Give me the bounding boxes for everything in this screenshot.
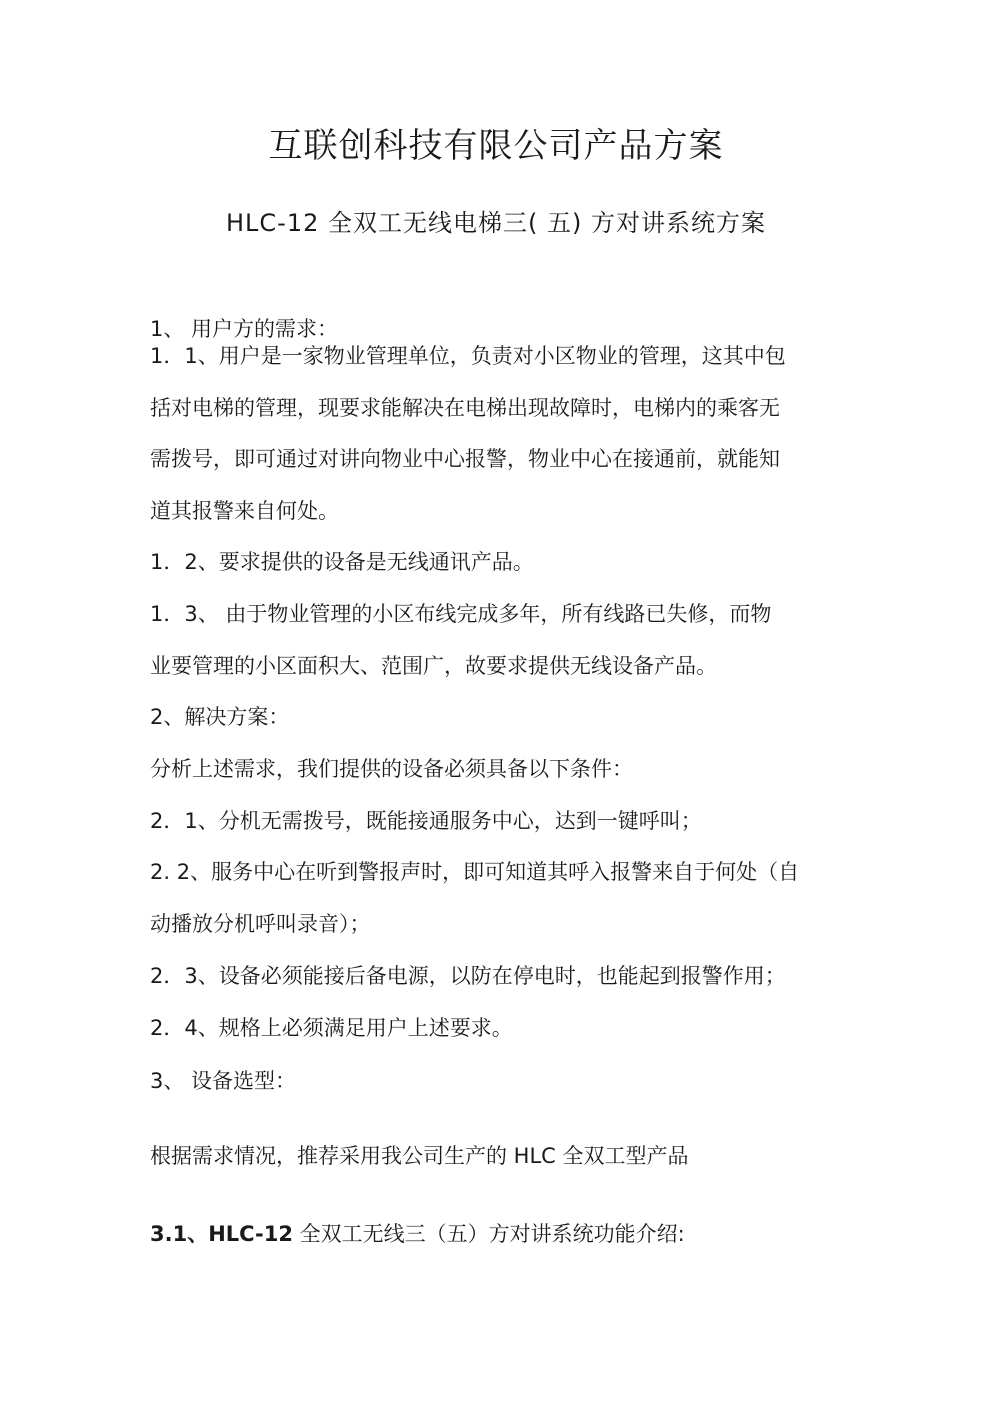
text-line: 业要管理的小区面积大、范围广，故要求提供无线设备产品。 xyxy=(150,654,717,678)
text-line: 2．3、设备必须能接后备电源，以防在停电时，也能起到报警作用； xyxy=(150,964,786,988)
text-line: 分析上述需求，我们提供的设备必须具备以下条件： xyxy=(150,757,633,781)
text-line: 3、 设备选型： xyxy=(150,1069,297,1093)
text-line: 1、 用户方的需求： xyxy=(150,317,339,341)
text-line: 2．1、分机无需拨号，既能接通服务中心，达到一键呼叫； xyxy=(150,809,702,833)
text-line: 1．2、要求提供的设备是无线通讯产品。 xyxy=(150,550,534,574)
section-3-1-text: 全双工无线三（五）方对讲系统功能介绍: xyxy=(293,1222,685,1246)
document-subtitle: HLC-12 全双工无线电梯三( 五) 方对讲系统方案 xyxy=(226,209,766,237)
text-line: 道其报警来自何处。 xyxy=(150,499,339,523)
text-line: 1．1、用户是一家物业管理单位，负责对小区物业的管理，这其中包 xyxy=(150,344,786,368)
text-line: 根据需求情况，推荐采用我公司生产的 HLC 全双工型产品 xyxy=(150,1144,689,1168)
text-line: 2、解决方案： xyxy=(150,705,290,729)
section-3-1-prefix: 3.1、HLC-12 xyxy=(150,1222,293,1246)
document-title: 互联创科技有限公司产品方案 xyxy=(268,126,724,166)
text-line: 2．4、规格上必须满足用户上述要求。 xyxy=(150,1016,513,1040)
text-line: 括对电梯的管理，现要求能解决在电梯出现故障时，电梯内的乘客无 xyxy=(150,396,780,420)
text-line: 动播放分机呼叫录音）； xyxy=(150,912,371,936)
text-line: 1．3、 由于物业管理的小区布线完成多年，所有线路已失修，而物 xyxy=(150,602,772,626)
section-3-1-heading xyxy=(150,1219,850,1249)
text-line: 2. 2、服务中心在听到警报声时，即可知道其呼入报警来自于何处（自 xyxy=(150,860,800,884)
text-line: 需拨号，即可通过对讲向物业中心报警，物业中心在接通前，就能知 xyxy=(150,447,780,471)
